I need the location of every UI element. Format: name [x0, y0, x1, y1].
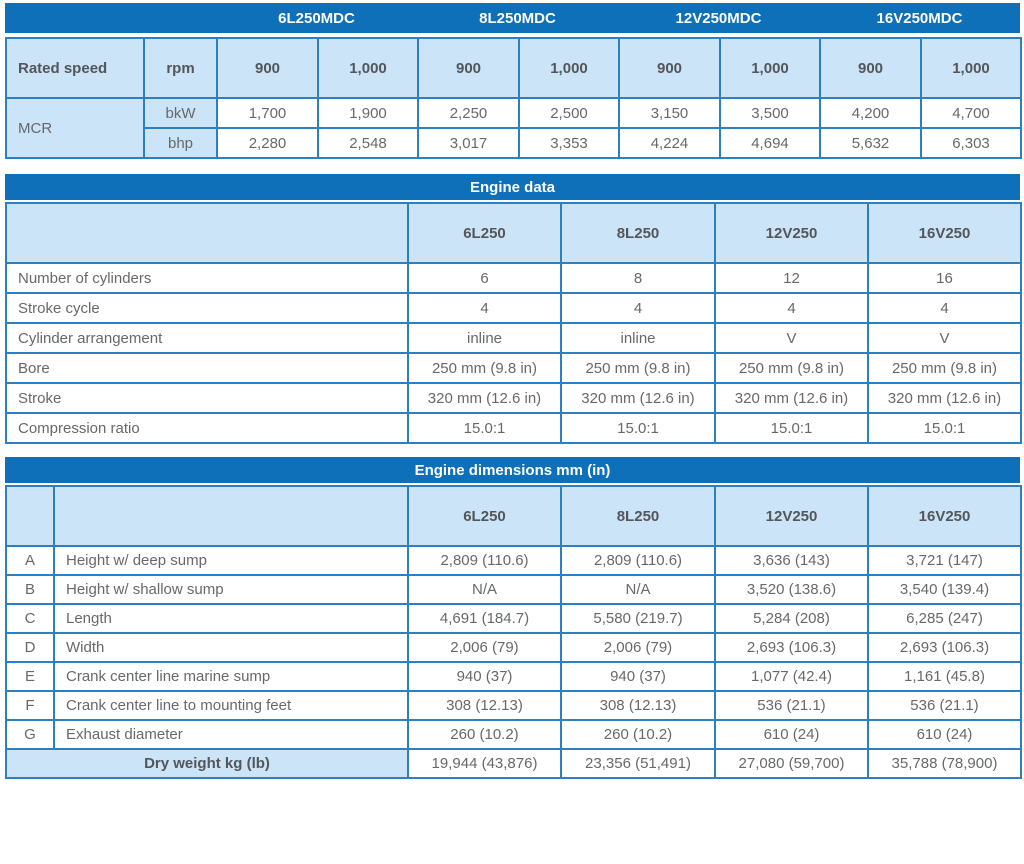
- bhp-value-cell: 5,632: [820, 128, 921, 158]
- value-cell: 610 (24): [715, 720, 868, 749]
- dim-key: B: [6, 575, 54, 604]
- value-cell: 23,356 (51,491): [561, 749, 715, 778]
- model-header-16v250mdc: 16V250MDC: [876, 9, 963, 27]
- engine-data-title-bar: [5, 174, 1020, 200]
- dimensions-header-key-spacer: [6, 486, 54, 546]
- bhp-value-cell: 4,224: [619, 128, 720, 158]
- table-row: [6, 383, 1021, 413]
- value-cell: 250 mm (9.8 in): [561, 353, 715, 383]
- value-cell: 3,520 (138.6): [715, 575, 868, 604]
- value-cell: 4,691 (184.7): [408, 604, 561, 633]
- value-cell: 940 (37): [561, 662, 715, 691]
- dim-key: D: [6, 633, 54, 662]
- value-cell: 1,077 (42.4): [715, 662, 868, 691]
- value-cell: 8: [561, 263, 715, 293]
- row-label: Width: [54, 633, 408, 662]
- bkw-value-cell: 2,250: [418, 98, 519, 128]
- value-cell: 35,788 (78,900): [868, 749, 1021, 778]
- row-label: Height w/ shallow sump: [54, 575, 408, 604]
- table-row: [6, 604, 1021, 633]
- bkw-value-cell: 1,700: [217, 98, 318, 128]
- value-cell: 19,944 (43,876): [408, 749, 561, 778]
- table-row: [6, 413, 1021, 443]
- dry-weight-row: [6, 749, 1021, 778]
- table-row: [6, 263, 1021, 293]
- value-cell: 536 (21.1): [868, 691, 1021, 720]
- model-col-8l250: 8L250: [561, 203, 715, 263]
- bkw-value-cell: 1,900: [318, 98, 418, 128]
- value-cell: 16: [868, 263, 1021, 293]
- engine-data-header-spacer: [6, 203, 408, 263]
- speed-cell: 1,000: [921, 38, 1021, 98]
- mcr-bhp-row: [6, 128, 1021, 158]
- row-label: Length: [54, 604, 408, 633]
- value-cell: 6: [408, 263, 561, 293]
- table-row: [6, 720, 1021, 749]
- dim-key: G: [6, 720, 54, 749]
- value-cell: inline: [561, 323, 715, 353]
- bhp-value-cell: 3,017: [418, 128, 519, 158]
- value-cell: 2,693 (106.3): [715, 633, 868, 662]
- value-cell: 250 mm (9.8 in): [408, 353, 561, 383]
- bkw-value-cell: 4,700: [921, 98, 1021, 128]
- value-cell: 2,809 (110.6): [561, 546, 715, 575]
- value-cell: 250 mm (9.8 in): [715, 353, 868, 383]
- value-cell: V: [715, 323, 868, 353]
- speed-cell: 1,000: [720, 38, 820, 98]
- value-cell: 15.0:1: [868, 413, 1021, 443]
- mcr-label: MCR: [6, 98, 144, 158]
- model-col-6l250: 6L250: [408, 486, 561, 546]
- value-cell: 320 mm (12.6 in): [868, 383, 1021, 413]
- bkw-value-cell: 2,500: [519, 98, 619, 128]
- model-col-12v250: 12V250: [715, 486, 868, 546]
- value-cell: 940 (37): [408, 662, 561, 691]
- value-cell: 308 (12.13): [561, 691, 715, 720]
- value-cell: N/A: [408, 575, 561, 604]
- speed-cell: 1,000: [318, 38, 418, 98]
- value-cell: 2,693 (106.3): [868, 633, 1021, 662]
- table-row: [6, 546, 1021, 575]
- bhp-value-cell: 4,694: [720, 128, 820, 158]
- value-cell: 4: [561, 293, 715, 323]
- model-header-6l250mdc: 6L250MDC: [278, 9, 355, 27]
- value-cell: 3,636 (143): [715, 546, 868, 575]
- value-cell: 15.0:1: [715, 413, 868, 443]
- dim-key: A: [6, 546, 54, 575]
- value-cell: 12: [715, 263, 868, 293]
- bkw-value-cell: 4,200: [820, 98, 921, 128]
- row-label: Height w/ deep sump: [54, 546, 408, 575]
- speed-cell: 900: [619, 38, 720, 98]
- rated-speed-row: [6, 38, 1021, 98]
- value-cell: 5,580 (219.7): [561, 604, 715, 633]
- bkw-value-cell: 3,150: [619, 98, 720, 128]
- value-cell: 320 mm (12.6 in): [561, 383, 715, 413]
- value-cell: 610 (24): [868, 720, 1021, 749]
- model-col-12v250: 12V250: [715, 203, 868, 263]
- value-cell: 260 (10.2): [561, 720, 715, 749]
- value-cell: 4: [408, 293, 561, 323]
- bhp-value-cell: 6,303: [921, 128, 1021, 158]
- value-cell: V: [868, 323, 1021, 353]
- table-row: [6, 353, 1021, 383]
- value-cell: 6,285 (247): [868, 604, 1021, 633]
- value-cell: 2,006 (79): [561, 633, 715, 662]
- value-cell: 320 mm (12.6 in): [715, 383, 868, 413]
- row-label: Stroke cycle: [6, 293, 408, 323]
- value-cell: N/A: [561, 575, 715, 604]
- value-cell: 320 mm (12.6 in): [408, 383, 561, 413]
- dim-key: C: [6, 604, 54, 633]
- value-cell: 3,721 (147): [868, 546, 1021, 575]
- row-label: Number of cylinders: [6, 263, 408, 293]
- table-row: [6, 575, 1021, 604]
- value-cell: 250 mm (9.8 in): [868, 353, 1021, 383]
- row-label: Crank center line marine sump: [54, 662, 408, 691]
- model-col-16v250: 16V250: [868, 486, 1021, 546]
- model-header-12v250mdc: 12V250MDC: [675, 9, 762, 27]
- bhp-value-cell: 3,353: [519, 128, 619, 158]
- bhp-value-cell: 2,280: [217, 128, 318, 158]
- bkw-label: bkW: [144, 98, 217, 128]
- value-cell: 5,284 (208): [715, 604, 868, 633]
- value-cell: 260 (10.2): [408, 720, 561, 749]
- value-cell: 308 (12.13): [408, 691, 561, 720]
- engine-data-table: [5, 202, 1022, 444]
- dimensions-header-label-spacer: [54, 486, 408, 546]
- mcr-bkw-row: [6, 98, 1021, 128]
- row-label: Bore: [6, 353, 408, 383]
- table-row: [6, 293, 1021, 323]
- dry-weight-label: Dry weight kg (lb): [6, 749, 408, 778]
- row-label: Exhaust diameter: [54, 720, 408, 749]
- row-label: Cylinder arrangement: [6, 323, 408, 353]
- value-cell: 3,540 (139.4): [868, 575, 1021, 604]
- dimensions-title: Engine dimensions mm (in): [414, 461, 611, 479]
- dimensions-table: [5, 485, 1022, 779]
- dim-key: E: [6, 662, 54, 691]
- engine-data-header-row: [6, 203, 1021, 263]
- row-label: Compression ratio: [6, 413, 408, 443]
- speed-cell: 900: [418, 38, 519, 98]
- value-cell: 15.0:1: [408, 413, 561, 443]
- power-table: [5, 37, 1022, 159]
- dimensions-header-row: [6, 486, 1021, 546]
- table-row: [6, 662, 1021, 691]
- speed-cell: 900: [820, 38, 921, 98]
- speed-cell: 900: [217, 38, 318, 98]
- value-cell: 536 (21.1): [715, 691, 868, 720]
- rated-speed-label: Rated speed: [6, 38, 144, 98]
- table-row: [6, 323, 1021, 353]
- rpm-label: rpm: [144, 38, 217, 98]
- value-cell: 2,809 (110.6): [408, 546, 561, 575]
- value-cell: 15.0:1: [561, 413, 715, 443]
- row-label: Crank center line to mounting feet: [54, 691, 408, 720]
- row-label: Stroke: [6, 383, 408, 413]
- value-cell: 4: [715, 293, 868, 323]
- model-col-8l250: 8L250: [561, 486, 715, 546]
- value-cell: 27,080 (59,700): [715, 749, 868, 778]
- engine-data-title: Engine data: [469, 178, 555, 196]
- speed-cell: 1,000: [519, 38, 619, 98]
- model-col-16v250: 16V250: [868, 203, 1021, 263]
- model-header-8l250mdc: 8L250MDC: [479, 9, 556, 27]
- model-col-6l250: 6L250: [408, 203, 561, 263]
- dimensions-title-bar: [5, 457, 1020, 483]
- table-row: [6, 691, 1021, 720]
- power-table-title-bar: [5, 3, 1020, 33]
- value-cell: 2,006 (79): [408, 633, 561, 662]
- bhp-label: bhp: [144, 128, 217, 158]
- value-cell: 4: [868, 293, 1021, 323]
- table-row: [6, 633, 1021, 662]
- value-cell: 1,161 (45.8): [868, 662, 1021, 691]
- bkw-value-cell: 3,500: [720, 98, 820, 128]
- value-cell: inline: [408, 323, 561, 353]
- bhp-value-cell: 2,548: [318, 128, 418, 158]
- dim-key: F: [6, 691, 54, 720]
